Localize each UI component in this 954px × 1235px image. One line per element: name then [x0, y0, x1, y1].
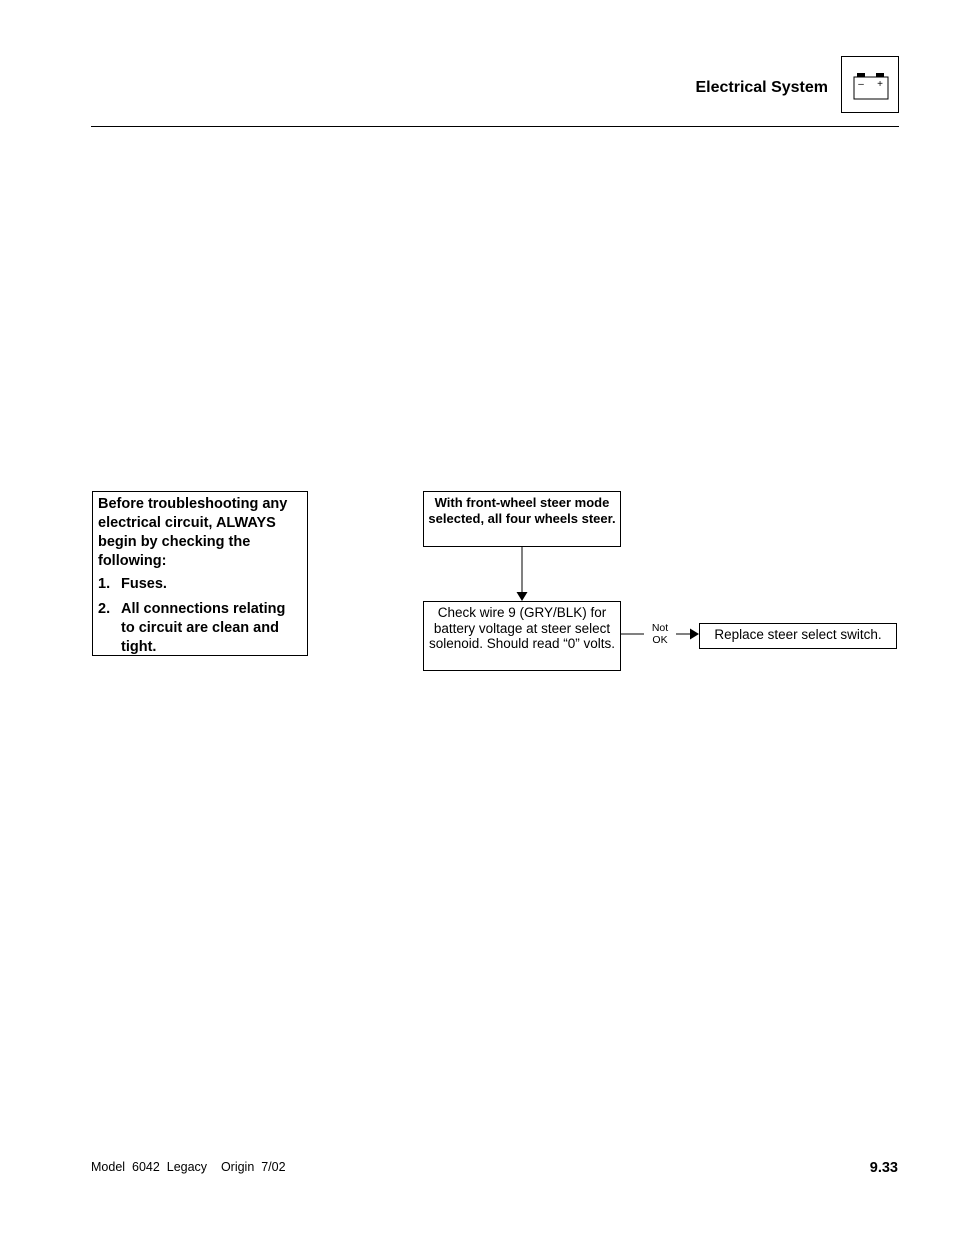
flow-result-box: Replace steer select switch.	[699, 623, 897, 649]
footer-model-info: Model 6042 Legacy Origin 7/02	[91, 1160, 286, 1174]
arrowhead-right	[690, 629, 699, 640]
page-number: 9.33	[869, 1160, 898, 1176]
not-ok-label	[644, 622, 676, 646]
pre-check-item-text: Fuses.	[121, 576, 167, 592]
flow-check-box: Check wire 9 (GRY/BLK) for battery voltage at steer select solenoid. Should read “0” volts.	[423, 601, 621, 671]
pre-check-item-number: 1.	[98, 576, 111, 592]
battery-minus-sign: –	[858, 79, 864, 90]
flow-start-box: With front-wheel steer mode selected, all four wheels steer.	[423, 491, 621, 547]
not-ok-line1: Not	[651, 622, 669, 634]
arrowhead-down	[517, 592, 528, 601]
battery-plus-sign: +	[877, 79, 883, 90]
pre-check-item-number: 2.	[98, 601, 111, 617]
section-title: Electrical System	[695, 79, 828, 96]
pre-check-intro: Before troubleshooting any electrical circuit, ALWAYS begin by checking the following:	[98, 496, 288, 569]
not-ok-line2: OK	[652, 634, 668, 646]
pre-check-item-text: All connections relating to circuit are clean and tight.	[121, 601, 286, 655]
